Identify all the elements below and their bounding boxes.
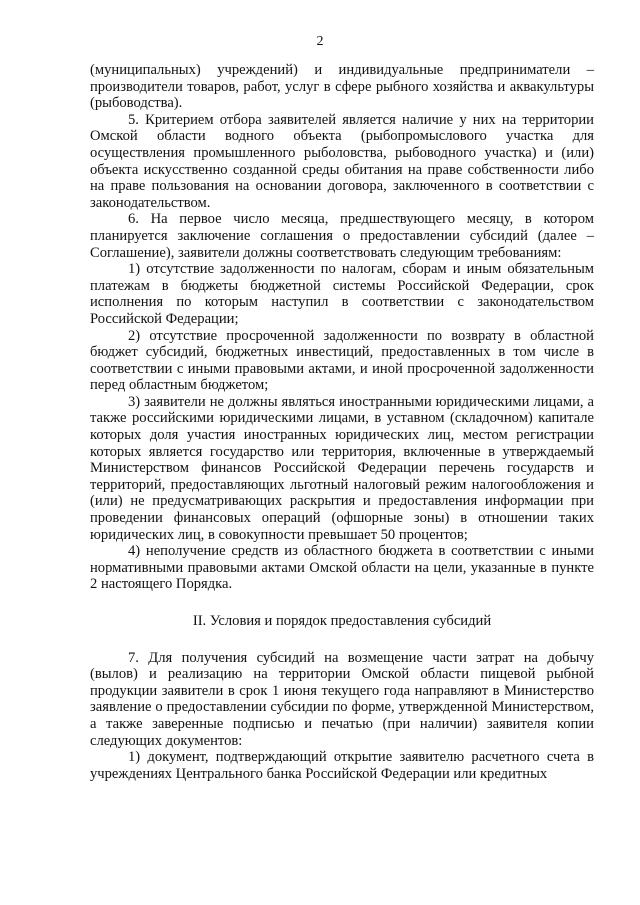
document-list-item-1: 1) документ, подтверждающий открытие заявителю расчетного счета в учреждениях Центрального банка Российской Федерации или кредитных: [90, 749, 594, 782]
requirement-item-1: 1) отсутствие задолженности по налогам, сборам и иным обязательным платежам в бюджеты бюджетной системы Российской Федерации, срок исполнения по которым наступил в соответствии с законодательством Российской Федерации;: [90, 261, 594, 327]
page-number: 2: [316, 34, 324, 49]
requirement-item-3: 3) заявители не должны являться иностранными юридическими лицами, а также российскими юридическими лицами, в уставном (складочном) капитале которых доля участия иностранных юридических лиц, местом регистрации которых является государство или территория, включенные в утверждаемый Министерством финансов Российской Федерации перечень государств и территорий, предоставляющих льготный налоговый режим налогообложения и (или) не предусматривающих раскрытия и предоставления информации при проведении финансовых операций (офшорные зоны) в отношении таких юридических лиц, в совокупности превышает 50 процентов;: [90, 393, 594, 543]
requirement-item-2: 2) отсутствие просроченной задолженности по возврату в областной бюджет субсидий, бюджетных инвестиций, предоставленных в том числе в соответствии с иными правовыми актами, и иной просроченной задолженности перед областным бюджетом;: [90, 327, 594, 394]
paragraph-5-selection-criterion: 5. Критерием отбора заявителей является наличие у них на территории Омской области водного объекта (рыбопромыслового участка для осуществления промышленного рыболовства, рыбоводного участка) и (или) объекта искусственно созданной среды обитания на праве собственности либо на праве пользования на основании договора, заключенного в соответствии с законодательством.: [90, 111, 594, 211]
requirement-item-4: 4) неполучение средств из областного бюджета в соответствии с иными нормативными правовыми актами Омской области на цели, указанные в пункте 2 настоящего Порядка.: [90, 543, 594, 593]
document-body: [90, 62, 594, 782]
paragraph-continuation: (муниципальных) учреждений) и индивидуальные предприниматели – производители товаров, работ, услуг в сфере рыбного хозяйства и аквакультуры (рыбоводства).: [90, 62, 594, 112]
paragraph-6-requirements: 6. На первое число месяца, предшествующего месяцу, в котором планируется заключение соглашения о предоставлении субсидий (далее – Соглашение), заявители должны соответствовать следующим требованиям:: [90, 211, 594, 261]
section-heading: II. Условия и порядок предоставления субсидий: [192, 613, 492, 629]
paragraph-7-application: 7. Для получения субсидий на возмещение части затрат на добычу (вылов) и реализацию на территории Омской области пищевой рыбной продукции заявители в срок 1 июня текущего года направляют в Министерство заявление о предоставлении субсидии по форме, утвержденной Министерством, а также заверенные подписью и печатью (при наличии) заявителя копии следующих документов:: [90, 649, 594, 749]
